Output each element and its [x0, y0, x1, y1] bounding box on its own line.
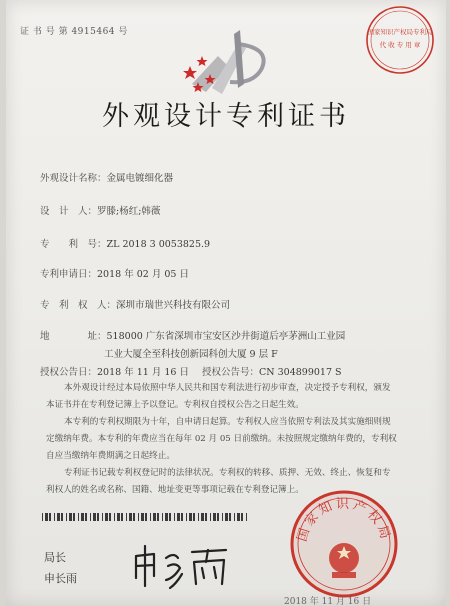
paragraph-line: 定缴纳年费。本专利的年费应当在每年 02 月 05 日前缴纳。未按照规定缴纳年费的，专利权 — [46, 434, 397, 444]
barcode-bar — [73, 513, 75, 521]
barcode-bar — [45, 513, 48, 521]
barcode-bar — [246, 513, 247, 521]
barcode-bar — [133, 513, 135, 521]
barcode-bar — [201, 513, 204, 521]
grant-number-value: CN 304899017 S — [259, 367, 342, 378]
barcode-bar — [229, 513, 231, 521]
field-label: 专 利 权 人： — [40, 300, 117, 311]
grant-date-label: 授权公告日： — [40, 367, 98, 378]
barcode-icon — [42, 513, 247, 521]
field-design-name — [40, 170, 173, 184]
grant-date-value: 2018 年 11 月 16 日 — [97, 367, 189, 378]
barcode-bar — [181, 513, 183, 521]
barcode-bar — [126, 513, 127, 521]
seal-top-text: 国家知识产权局专利局 — [367, 28, 433, 36]
handwritten-signature-icon — [126, 540, 238, 592]
ip-office-emblem-icon — [182, 26, 282, 100]
certificate-paper — [6, 0, 446, 606]
field-patent-number — [40, 236, 210, 250]
barcode-bar — [165, 513, 168, 521]
seal-arc-text: 国家知识产权局 — [294, 497, 394, 544]
barcode-bar — [93, 513, 96, 521]
certificate-title: 外观设计专利证书 — [102, 101, 350, 132]
field-label: 设 计 人： — [40, 206, 98, 217]
paragraph-line: 利权人的姓名或名称、国籍、地址变更等事项记载在专利登记簿上。 — [46, 485, 304, 495]
barcode-bar — [66, 513, 67, 521]
field-application-date — [40, 266, 189, 280]
barcode-bar — [153, 513, 156, 521]
paragraph-line: 本专利的专利权期限为十年，自申请日起算。专利权人应当依照专利法及其实施细则规 — [64, 417, 391, 427]
barcode-bar — [121, 513, 123, 521]
barcode-bar — [117, 513, 120, 521]
barcode-bar — [237, 513, 240, 521]
field-grant-line — [40, 364, 342, 378]
barcode-bar — [49, 513, 51, 521]
barcode-bar — [189, 513, 192, 521]
field-value: 2018 年 02 月 05 日 — [97, 269, 189, 280]
barcode-bar — [241, 513, 243, 521]
field-label: 专利申请日： — [40, 269, 98, 280]
barcode-bar — [150, 513, 151, 521]
barcode-bar — [198, 513, 199, 521]
barcode-bar — [78, 513, 79, 521]
barcode-bar — [157, 513, 159, 521]
barcode-bar — [141, 513, 144, 521]
seal-top-sub: 代 收 专 用 章 — [379, 41, 421, 49]
field-patentee — [40, 297, 230, 311]
field-address — [40, 328, 345, 342]
barcode-bar — [205, 513, 207, 521]
field-label: 地 址： — [40, 331, 107, 342]
barcode-bar — [90, 513, 91, 521]
barcode-bar — [162, 513, 163, 521]
barcode-bar — [69, 513, 72, 521]
barcode-bar — [85, 513, 87, 521]
barcode-bar — [102, 513, 103, 521]
field-label: 专 利 号： — [40, 239, 107, 250]
barcode-bar — [81, 513, 84, 521]
field-label: 外观设计名称： — [40, 173, 107, 184]
barcode-bar — [222, 513, 223, 521]
paragraph-line: 本证书并在专利登记簿上予以登记。专利权自授权公告之日起生效。 — [46, 400, 304, 410]
barcode-bar — [129, 513, 132, 521]
barcode-bar — [169, 513, 171, 521]
field-designer — [40, 203, 160, 217]
barcode-bar — [105, 513, 108, 521]
field-value: 518000 广东省深圳市宝安区沙井街道后亭茅洲山工业园 — [106, 331, 346, 342]
field-value: ZL 2018 3 0053825.9 — [106, 239, 211, 250]
paragraph-line: 专利证书记载专利权登记时的法律状况。专利权的转移、质押、无效、终止、恢复和专 — [64, 468, 391, 478]
director-name-label: 申长雨 — [44, 572, 77, 585]
barcode-bar — [174, 513, 175, 521]
barcode-bar — [225, 513, 228, 521]
barcode-bar — [177, 513, 180, 521]
barcode-bar — [186, 513, 187, 521]
barcode-bar — [61, 513, 63, 521]
barcode-bar — [234, 513, 235, 521]
issue-date: 2018 年 11 月 16 日 — [284, 597, 372, 606]
field-value: 深圳市瑞世兴科技有限公司 — [116, 300, 231, 311]
state-ip-office-seal-icon — [288, 488, 400, 600]
certificate-number: 证 书 号 第 4915464 号 — [20, 27, 128, 37]
barcode-bar — [145, 513, 147, 521]
paragraph-line: 本外观设计经过本局依照中华人民共和国专利法进行初步审查，决定授予专利权，颁发 — [64, 383, 391, 393]
barcode-bar — [210, 513, 211, 521]
barcode-bar — [213, 513, 216, 521]
barcode-bar — [97, 513, 99, 521]
barcode-bar — [57, 513, 60, 521]
barcode-bar — [217, 513, 219, 521]
barcode-bar — [138, 513, 139, 521]
certificate-body-text — [46, 380, 397, 499]
grant-number-label: 授权公告号： — [202, 367, 260, 378]
barcode-bar — [193, 513, 195, 521]
barcode-bar — [114, 513, 115, 521]
barcode-bar — [42, 513, 43, 521]
office-seal-icon — [364, 4, 436, 76]
field-value: 工业大厦全至科技创新园科创大厦 9 层 F — [104, 349, 278, 360]
barcode-bar — [109, 513, 111, 521]
barcode-bar — [54, 513, 55, 521]
field-value: 罗滕;杨红;韩薇 — [97, 206, 161, 217]
field-address-line2 — [104, 346, 278, 360]
paragraph-line: 自应当缴纳年费期满之日起终止。 — [46, 451, 175, 461]
field-value: 金属电镀细化器 — [106, 173, 174, 184]
director-title-label: 局长 — [44, 551, 66, 564]
